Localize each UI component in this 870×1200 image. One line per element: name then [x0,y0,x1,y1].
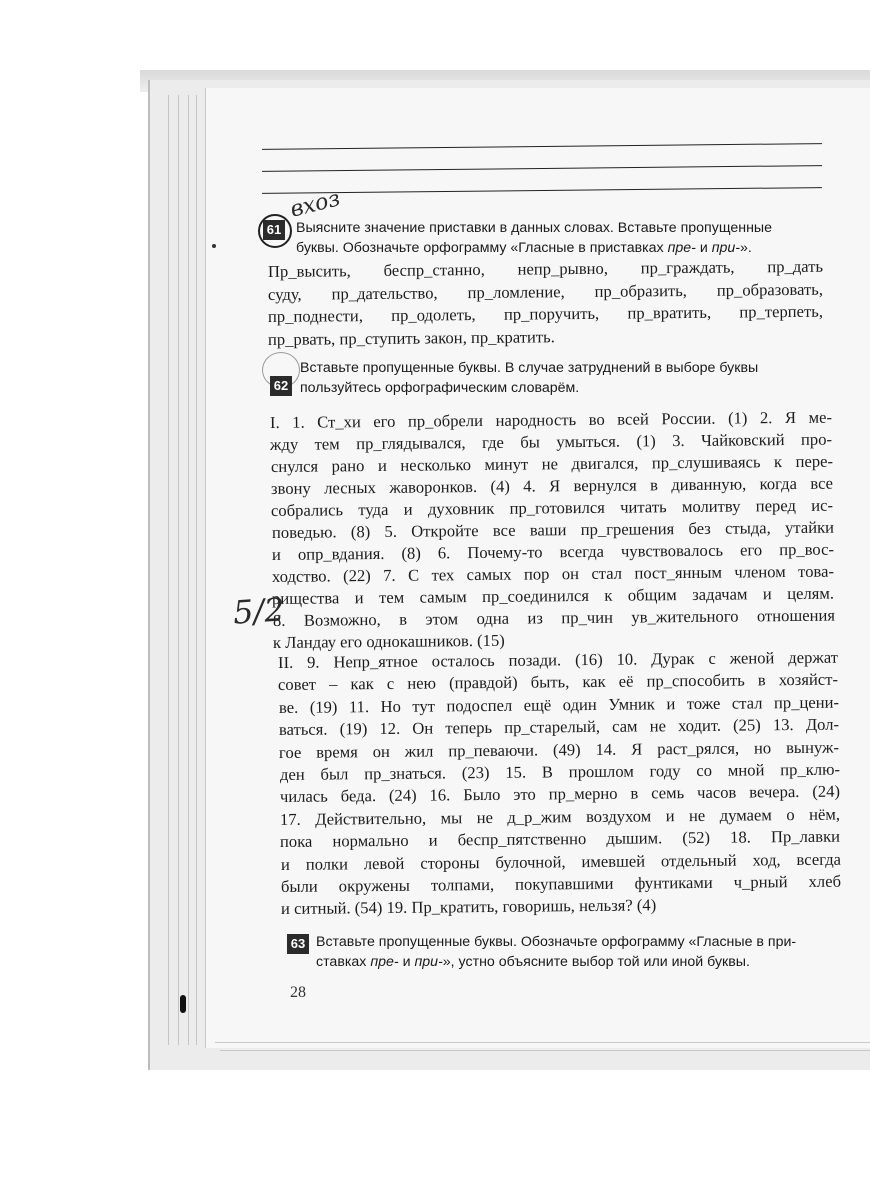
page-edge-line [196,95,197,1045]
text-line: 8. Возможно, в этом одна из пр_чин ув_жительного отношения [272,605,835,630]
text-line: и опр_вдания. (8) 6. Почему-то всегда чувствовалось его пр_вос- [271,539,834,564]
task-text: ». [740,240,752,256]
task-text: ставках [316,954,371,970]
text-line: собрались туда и духовник пр_готовился читать молитву перед ис- [271,495,834,520]
text-line: и ситный. (54) 19. Пр_кратить, говоришь, нельзя? (4) [281,895,657,919]
task-line: Вставьте пропущенные буквы. В случае затруднений в выборе буквы [300,360,759,376]
task-italic: пре- [667,240,696,256]
exercise-61-task [296,218,836,258]
page-edge-line [188,95,189,1045]
page-edge-line [168,95,169,1045]
task-text: буквы. Обозначьте орфограмму «Гласные в приставках [296,240,668,256]
text-line: к Ландау его однокашников. (15) [272,630,505,652]
handwritten-grade: 5/2 [231,590,286,632]
text-line: пр_рвать, пр_ступить закон, пр_кратить. [267,326,555,349]
text-line: суду, пр_дательство, пр_ломление, пр_образить, пр_образовать, [267,279,824,304]
exercise-62-task [300,358,840,398]
task-italic: пре- [370,954,399,970]
text-line: чилась беда. (24) 16. Было это пр_мерно в семь часов вечера. (24) [279,782,840,807]
text-line: совет – как с нею (правдой) быть, как её пр_способить в хозяйст- [278,670,839,695]
task-line: Выясните значение приставки в данных словах. Вставьте пропущенные [296,220,772,236]
text-line: звону лесных жаворонков. (4) 4. Я вернулся в диванную, когда все [270,473,833,498]
ink-dot [212,244,216,248]
text-line: снулся рано и несколько минут не двигался, пр_слушиваясь к пере- [270,451,833,476]
text-line: рищества и тем самым пр_соединился к общим задачам и целям. [272,583,835,608]
text-line: 17. Действительно, мы не д_р_жим воздухом и не думаем о нём, [279,804,841,829]
page-number: 28 [290,984,306,1001]
text-line: жду тем пр_глядывался, где бы умыться. (1) 3. Чайковский про- [270,429,833,454]
task-italic: при- [711,240,741,256]
exercise-number-62: 62 [270,376,292,396]
exercise-number-61: 61 [263,220,285,240]
page-edge-line [215,1042,870,1043]
task-line [316,952,846,972]
text-line: II. 9. Непр_ятное осталось позади. (16) 10. Дурак с женой держат [277,647,839,672]
text-line: Пр_высить, беспр_станно, непр_рывно, пр_граждать, пр_дать [267,256,824,281]
exercise-63-task [316,932,846,972]
text-line: и полки левой стороны булочной, имевшей отдельный ход, всегда [280,849,841,874]
task-text: и [695,240,712,256]
task-italic: при- [414,954,443,970]
binder-mark [180,995,186,1013]
task-text: », устно объясните выбор той или иной буквы. [442,954,750,970]
text-line: ваться. (19) 12. Он теперь пр_старелый, сам не ходит. (25) 13. Дол- [278,714,839,740]
text-line: были окружены толпами, покупавшими фунтиками ч_рный хлеб [280,871,842,896]
text-line: ходство. (22) 7. С тех самых пор он стал пост_янным членом това- [271,561,835,586]
text-line: ден был пр_знаться. (23) 15. В прошлом году со мной пр_клю- [279,759,840,784]
task-line: пользуйтесь орфографическим словарём. [300,380,580,396]
text-line: ве. (19) 11. Но тут подоспел ещё один Умник и тоже стал пр_цени- [278,692,839,717]
text-line: I. 1. Ст_хи его пр_обрели народность во всей России. (1) 2. Я ме- [269,407,833,432]
text-line: пр_поднести, пр_одолеть, пр_поручить, пр_вратить, пр_терпеть, [267,301,824,326]
text-line: поведью. (8) 5. Откройте все ваши пр_грешения без стыда, утайки [271,517,834,542]
exercise-number-63: 63 [287,934,309,954]
text-line: гое время он жил пр_певаючи. (49) 14. Я раст_рялся, но вынуж- [279,737,840,762]
text-line: пока нормально и беспр_пятственно дышим. (52) 18. Пр_лавки [280,826,841,852]
task-line [296,238,836,258]
page-edge-line [178,95,179,1045]
handwritten-note: вхоз [287,186,343,223]
task-text: и [398,954,415,970]
task-line: Вставьте пропущенные буквы. Обозначьте орфограмму «Гласные в при- [316,934,797,950]
page-edge-line [220,1050,870,1051]
